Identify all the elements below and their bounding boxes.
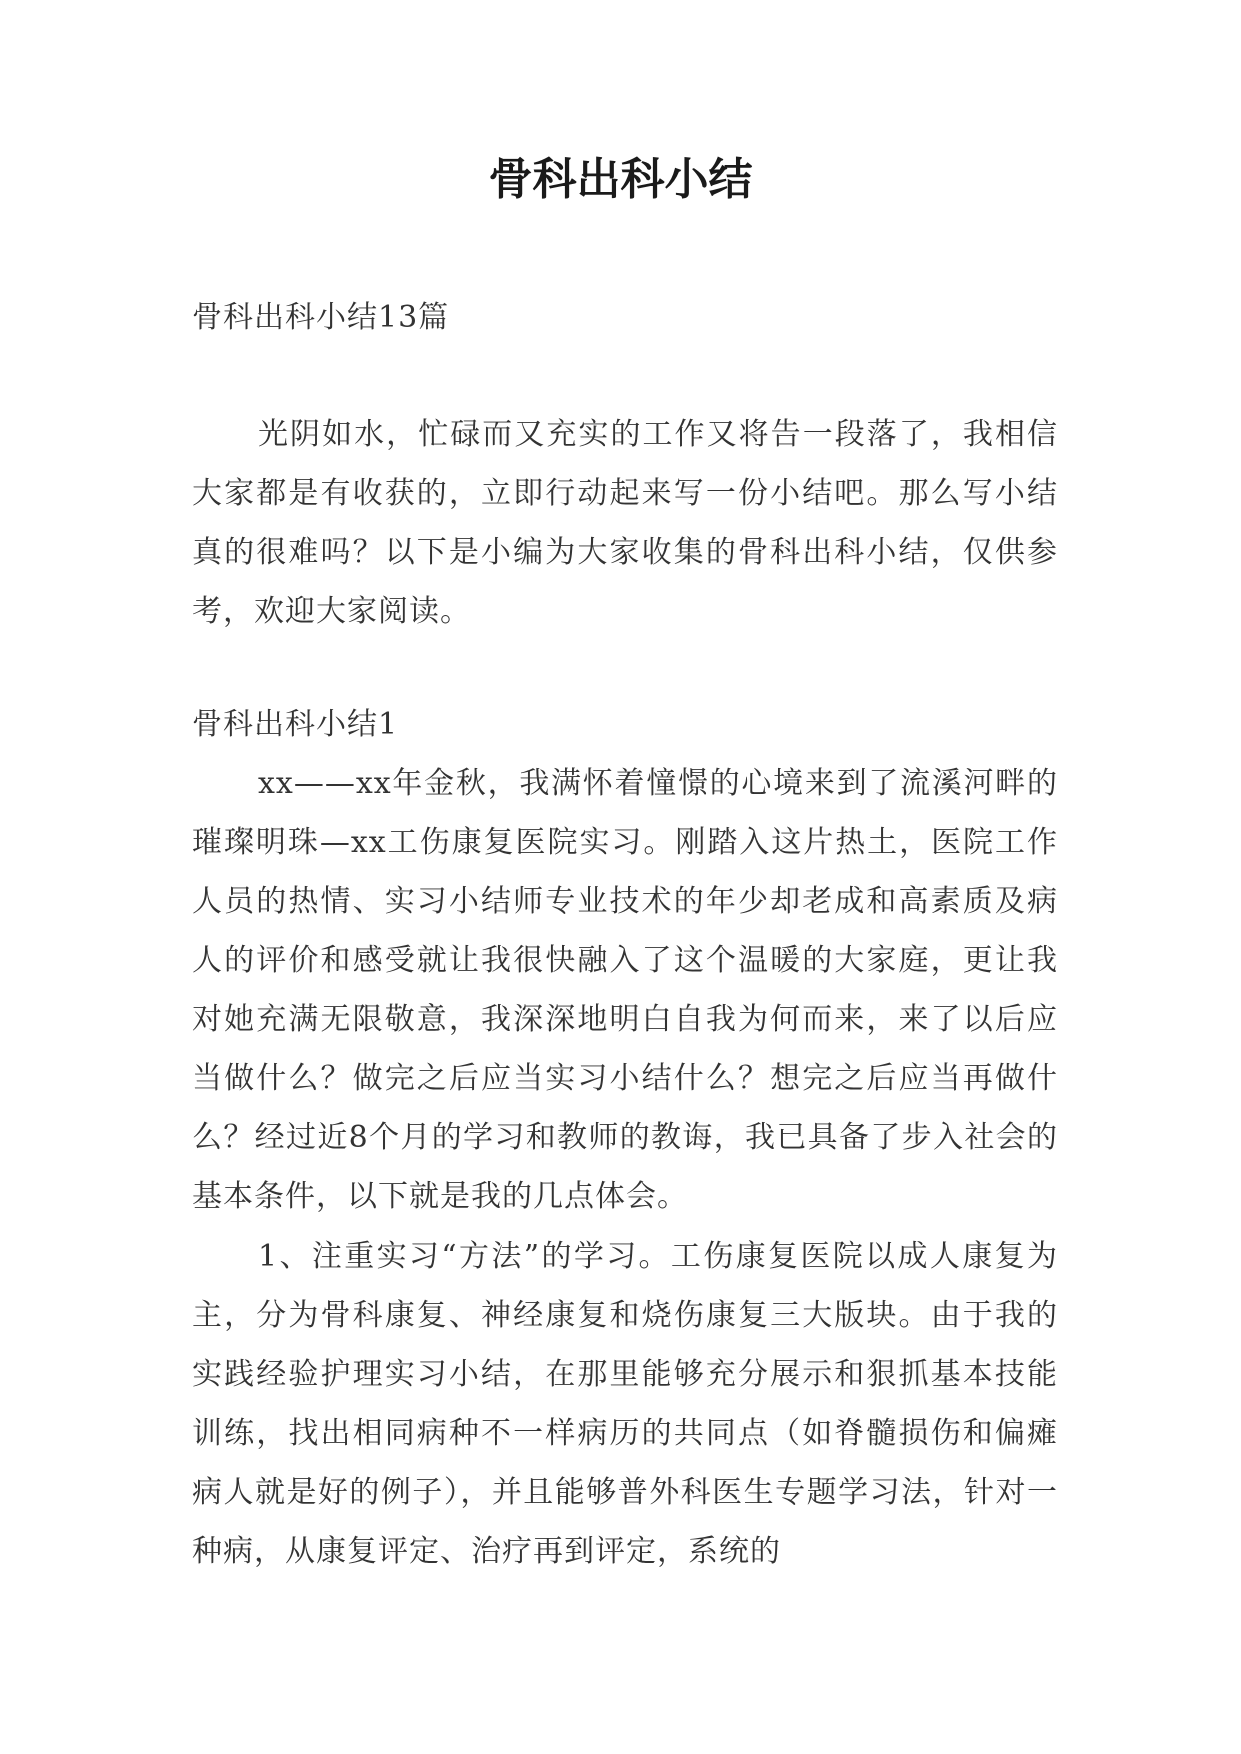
document-title: 骨科出科小结 [488,154,753,205]
body-paragraph-2: 1、注重实习“方法”的学习。工伤康复医院以成人康复为主，分为骨科康复、神经康复和烧伤康复三大版块。由于我的实践经验护理实习小结，在那里能够充分展示和狠抓基本技能训练，找出相同病种不一样病历的共同点（如脊髓损伤和偏瘫病人就是好的例子），并且能够普外科医生专题学习法，针对一种病，从康复评定、治疗再到评定，系统的 [192,1239,1058,1569]
intro-paragraph: 光阴如水，忙碌而又充实的工作又将告一段落了，我相信大家都是有收获的，立即行动起来写一份小结吧。那么写小结真的很难吗？以下是小编为大家收集的骨科出科小结，仅供参考，欢迎大家阅读。 [192,417,1058,629]
section-heading: 骨科出科小结1 [192,707,399,742]
document-subtitle: 骨科出科小结13篇 [192,300,450,335]
body-paragraph-1: xx——xx年金秋，我满怀着憧憬的心境来到了流溪河畔的璀璨明珠—xx工伤康复医院实习。刚踏入这片热土，医院工作人员的热情、实习小结师专业技术的年少却老成和高素质及病人的评价和感受就让我很快融入了这个温暖的大家庭，更让我对她充满无限敬意，我深深地明白自我为何而来，来了以后应当做什么？做完之后应当实习小结什么？想完之后应当再做什么？经过近8个月的学习和教师的教诲，我已具备了步入社会的基本条件，以下就是我的几点体会。 [192,766,1058,1214]
